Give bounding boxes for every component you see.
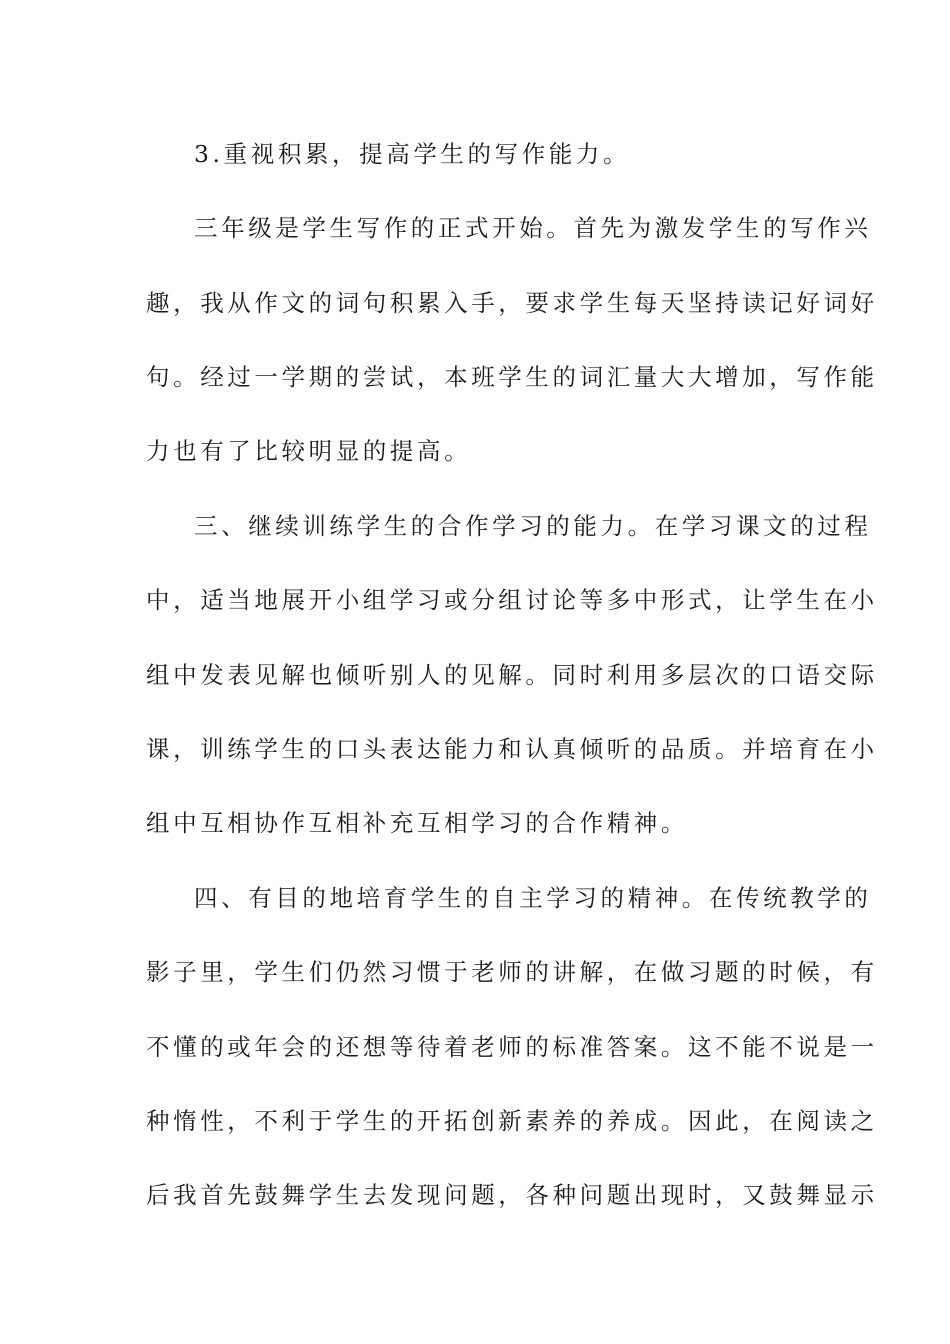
text-line: 句。经过一学期的尝试，本班学生的词汇量大大增加，写作能 <box>146 363 878 391</box>
text-line: 趣，我从作文的词句积累入手，要求学生每天坚持读记好词好 <box>146 289 878 317</box>
text-line: 组中互相协作互相补充互相学习的合作精神。 <box>146 809 688 837</box>
text-line: 不懂的或年会的还想等待着老师的标准答案。这不能不说是一 <box>146 1033 878 1061</box>
text-line: 三年级是学生写作的正式开始。首先为激发学生的写作兴 <box>194 214 872 242</box>
text-line: 三、继续训练学生的合作学习的能力。在学习课文的过程 <box>194 512 872 540</box>
text-line: 中，适当地展开小组学习或分组讨论等多中形式，让学生在小 <box>146 586 878 614</box>
text-line: 种惰性，不利于学生的开拓创新素养的养成。因此，在阅读之 <box>146 1107 878 1135</box>
text-line: 影子里，学生们仍然习惯于老师的讲解，在做习题的时候，有 <box>146 958 878 986</box>
text-line: 四、有目的地培育学生的自主学习的精神。在传统教学的 <box>194 884 872 912</box>
text-line: 力也有了比较明显的提高。 <box>146 437 472 465</box>
text-line: 组中发表见解也倾听别人的见解。同时利用多层次的口语交际 <box>146 661 878 689</box>
text-line: 3.重视积累，提高学生的写作能力。 <box>194 140 631 168</box>
text-line: 课，训练学生的口头表达能力和认真倾听的品质。并培育在小 <box>146 735 878 763</box>
text-line: 后我首先鼓舞学生去发现问题，各种问题出现时，又鼓舞显示 <box>146 1181 878 1209</box>
